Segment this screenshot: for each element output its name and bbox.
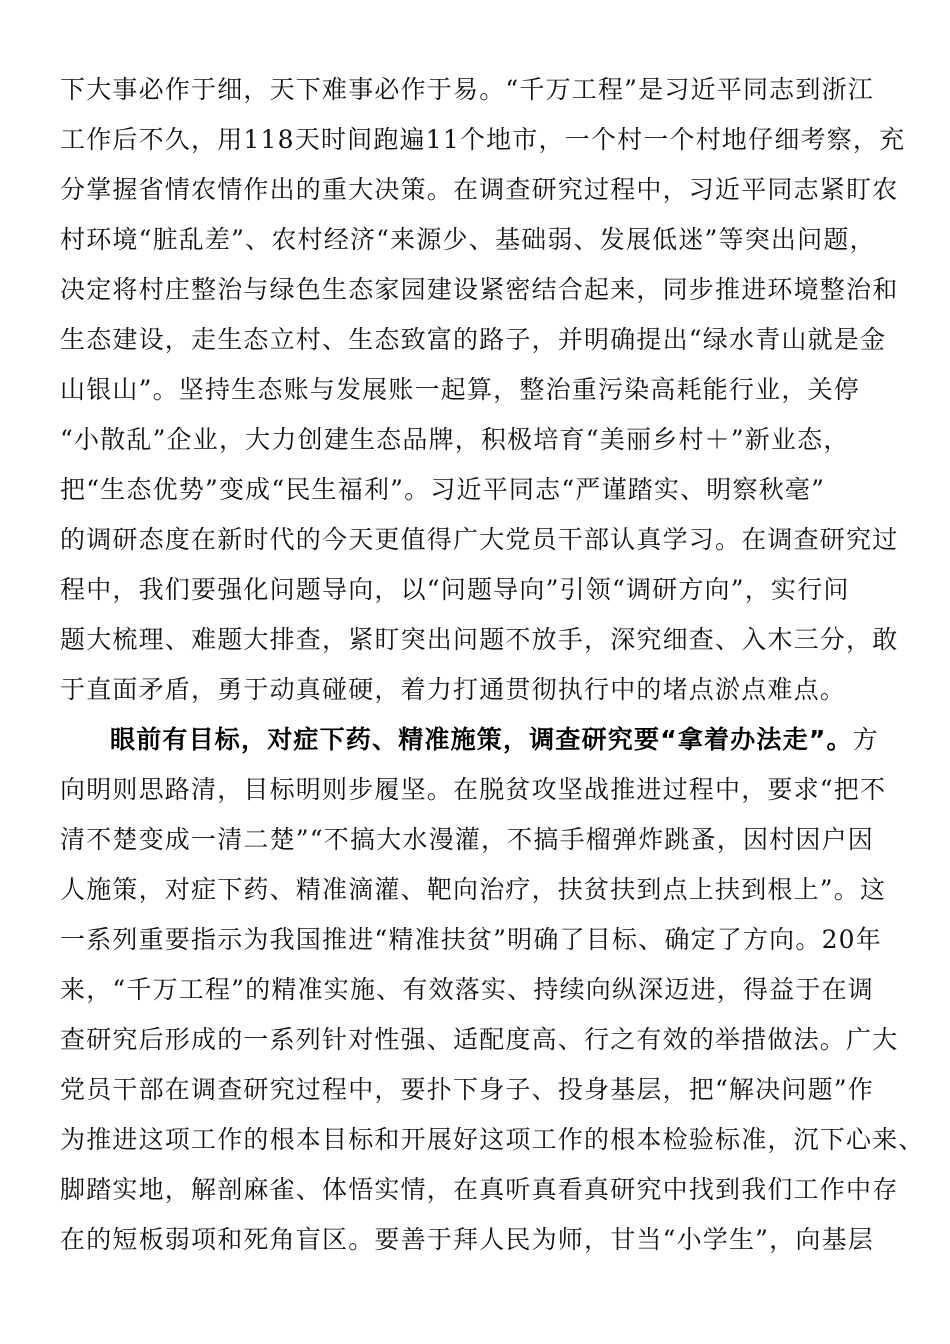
heading-tail-text: 方 <box>852 725 879 754</box>
text-line: 决定将村庄整治与绿色生态家园建设紧密结合起来，同步推进环境整治和 <box>60 275 899 304</box>
text-line: 一系列重要指示为我国推进“精准扶贫”明确了目标、确定了方向。20年 <box>60 925 882 954</box>
text-line: 村环境“脏乱差”、农村经济“来源少、基础弱、发展低迷”等突出问题， <box>60 225 876 254</box>
text-line: 党员干部在调查研究过程中，要扑下身子、投身基层，把“解决问题”作 <box>60 1075 874 1104</box>
paragraph-heading: 眼前有目标，对症下药、精准施策，调查研究要“拿着办法走”。 <box>110 725 853 754</box>
text-line: 把“生态优势”变成“民生福利”。习近平同志“严谨踏实、明察秋毫” <box>60 475 826 504</box>
text-line: 于直面矛盾，勇于动真碰硬，着力打通贯彻执行中的堵点淤点难点。 <box>60 675 847 704</box>
text-line: 来，“千万工程”的精准实施、有效落实、持续向纵深迈进，得益于在调 <box>60 975 874 1004</box>
text-line: 人施策，对症下药、精准滴灌、靶向治疗，扶贫扶到点上扶到根上”。这 <box>60 875 887 904</box>
paragraph-heading-line <box>110 716 890 764</box>
text-line: 在的短板弱项和死角盲区。要善于拜人民为师，甘当“小学生”，向基层 <box>60 1225 874 1254</box>
text-line: 生态建设，走生态立村、生态致富的路子，并明确提出“绿水青山就是金 <box>60 325 887 354</box>
text-line: 山银山”。坚持生态账与发展账一起算，整治重污染高耗能行业，关停 <box>60 375 860 404</box>
text-line: 查研究后形成的一系列针对性强、适配度高、行之有效的举措做法。广大 <box>60 1025 899 1054</box>
text-line: 清不楚变成一清二楚”“不搞大水漫灌，不搞手榴弹炸跳蚤，因村因户因 <box>60 825 874 854</box>
text-line: 向明则思路清，目标明则步履坚。在脱贫攻坚战推进过程中，要求“把不 <box>60 775 887 804</box>
text-line: 分掌握省情农情作出的重大决策。在调查研究过程中，习近平同志紧盯农 <box>60 175 899 204</box>
text-line: 题大梳理、难题大排查，紧盯突出问题不放手，深究细查、入木三分，敢 <box>60 625 899 654</box>
text-line: 脚踏实地，解剖麻雀、体悟实情，在真听真看真研究中找到我们工作中存 <box>60 1175 899 1204</box>
text-line: 为推进这项工作的根本目标和开展好这项工作的根本检验标准，沉下心来、 <box>60 1125 925 1154</box>
text-line: 工作后不久，用118天时间跑遍11个地市，一个村一个村地仔细考察，充 <box>60 125 906 154</box>
text-line: 的调研态度在新时代的今天更值得广大党员干部认真学习。在调查研究过 <box>60 525 899 554</box>
text-line: “小散乱”企业，大力创建生态品牌，积极培育“美丽乡村＋”新业态， <box>60 425 850 454</box>
text-line: 下大事必作于细，天下难事必作于易。“千万工程”是习近平同志到浙江 <box>60 75 874 104</box>
text-line: 程中，我们要强化问题导向，以“问题导向”引领“调研方向”，实行问 <box>60 575 850 604</box>
